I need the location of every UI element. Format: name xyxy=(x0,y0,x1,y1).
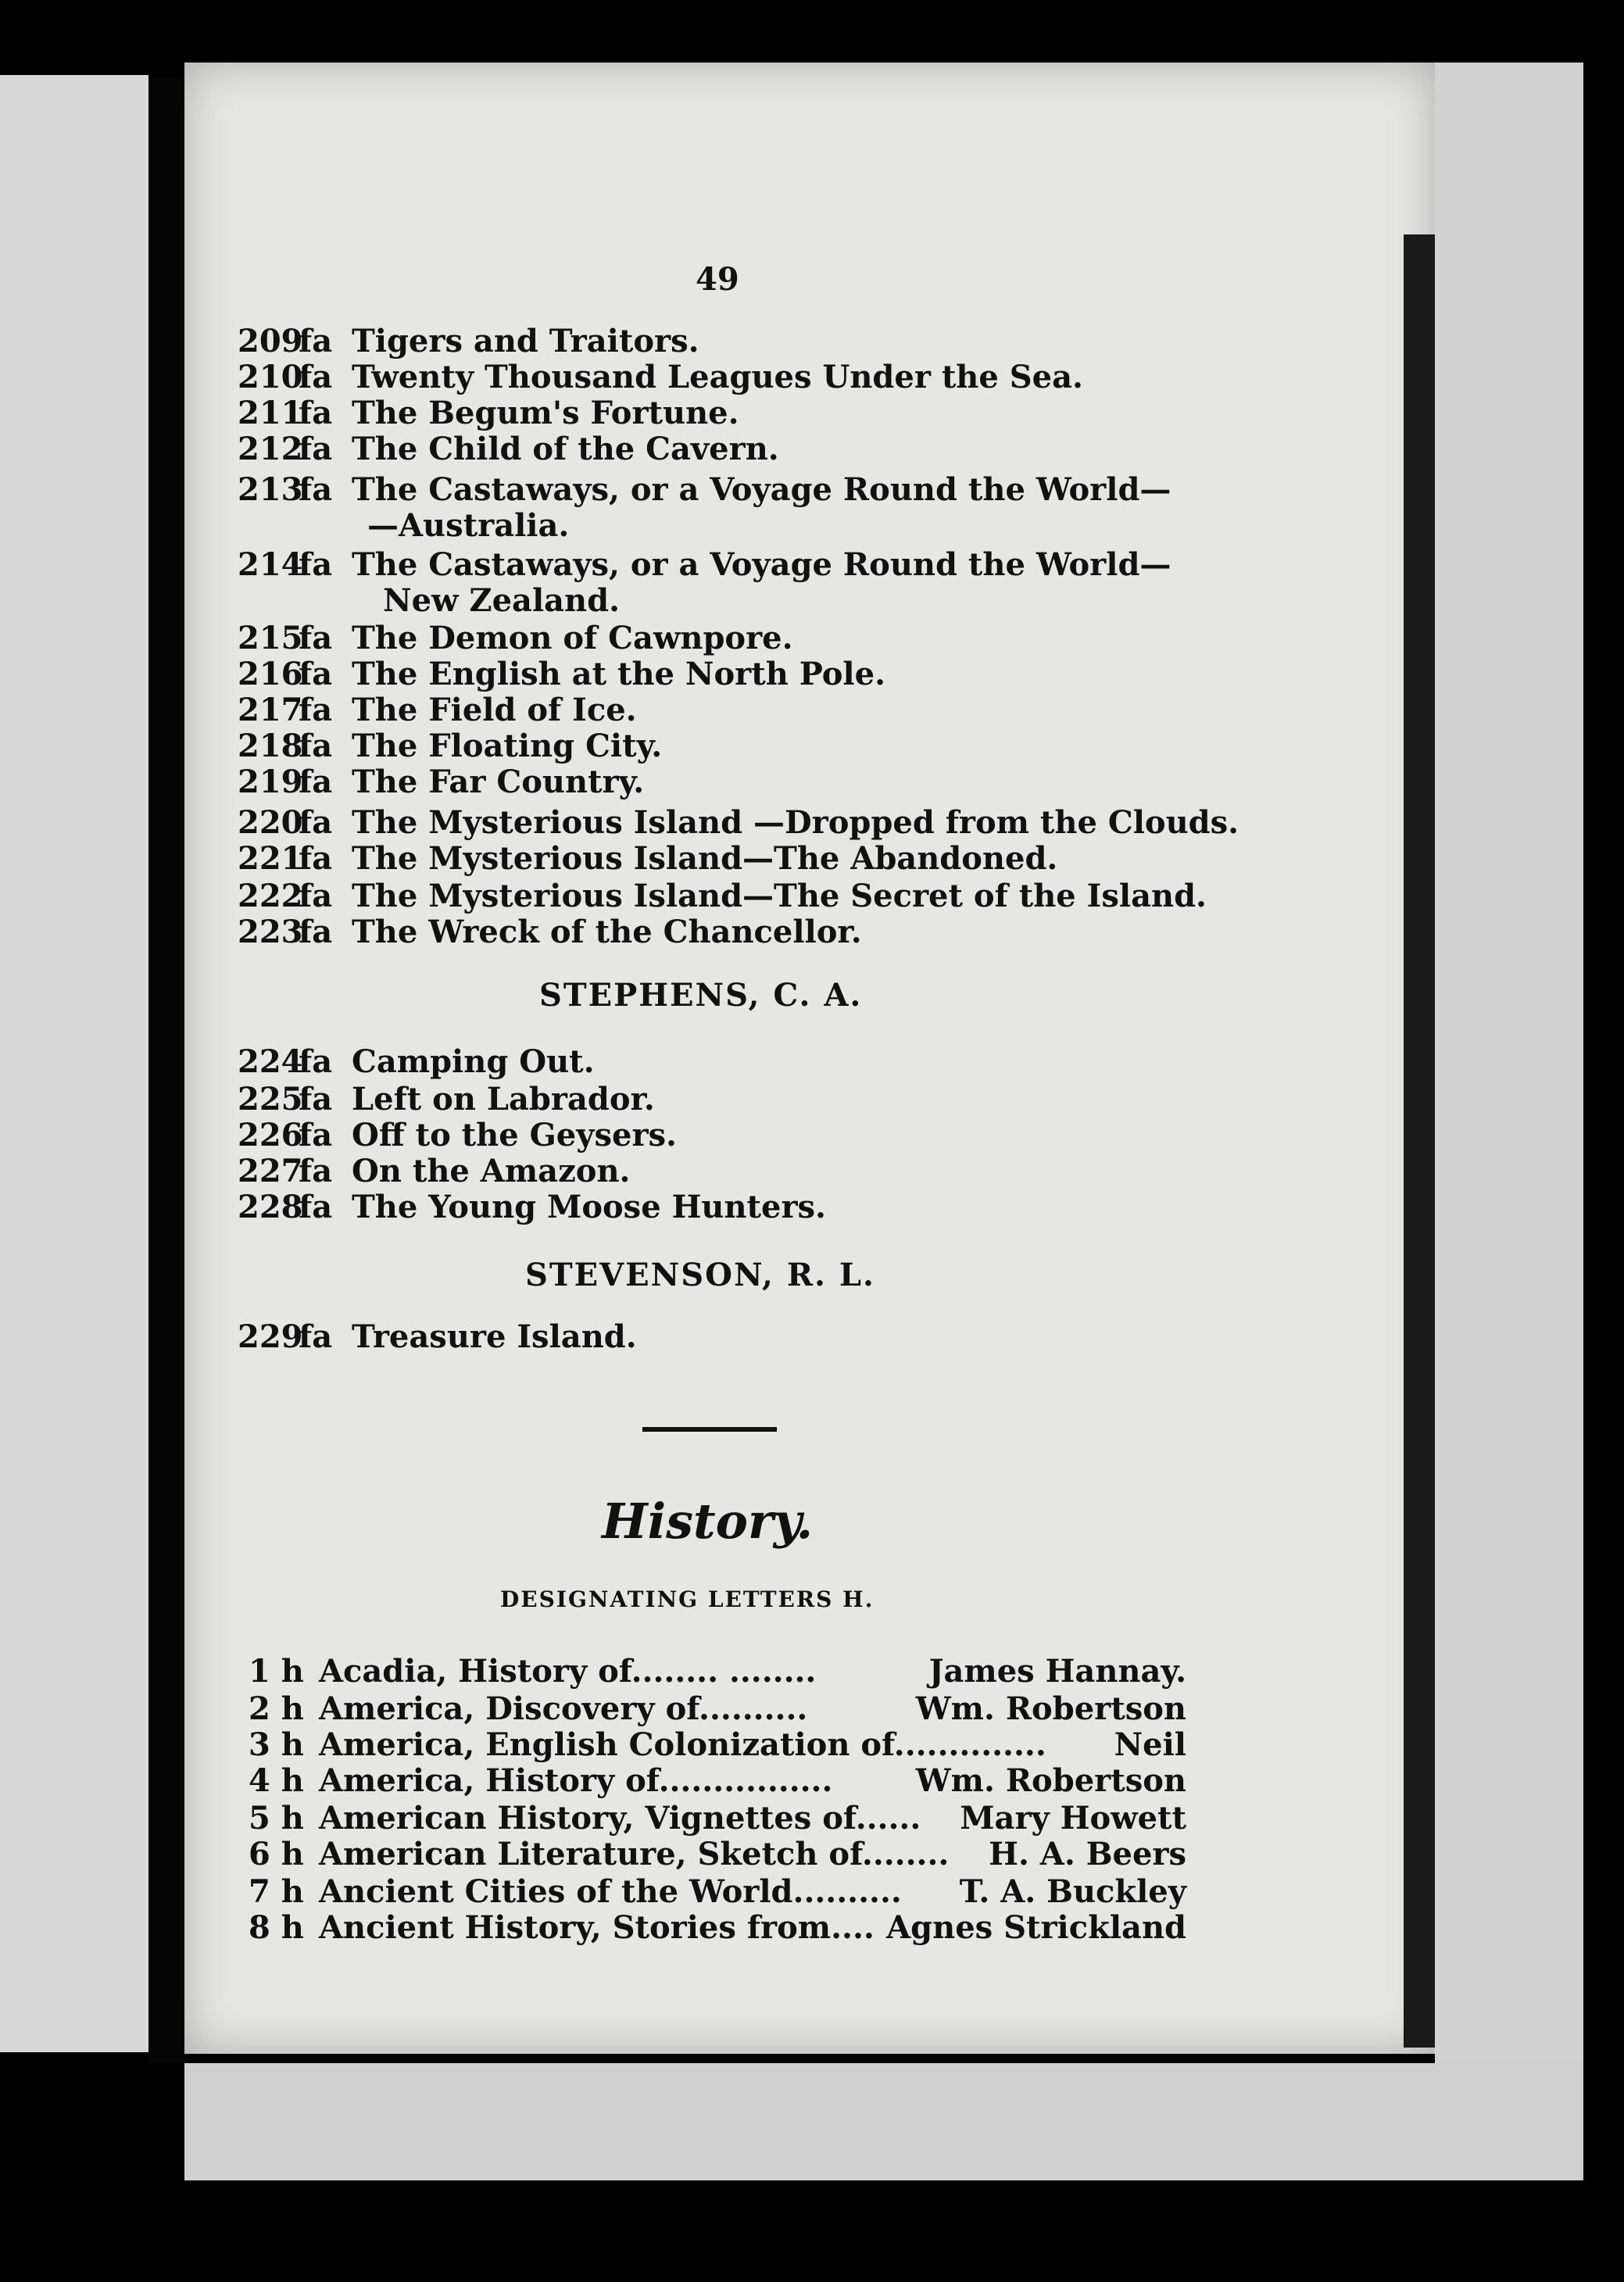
entry-title: The Demon of Cawnpore. xyxy=(352,620,793,656)
entry-code: fa xyxy=(299,1117,333,1154)
section-divider-rule xyxy=(642,1427,777,1432)
entry-author: H. A. Beers xyxy=(989,1836,1186,1872)
entry-number: 220 xyxy=(238,804,303,841)
entry-code: fa xyxy=(299,620,333,656)
entry-number: 8 h xyxy=(249,1909,304,1946)
entry-number: 219 xyxy=(238,764,303,800)
entry-number: 228 xyxy=(238,1189,303,1225)
leader-dots: .......... xyxy=(792,1873,902,1910)
entry-title: The Castaways, or a Voyage Round the World— xyxy=(352,546,1171,583)
designating-letters: DESIGNATING LETTERS H. xyxy=(500,1586,875,1612)
entry-number: 213 xyxy=(238,471,303,508)
entry-title: Treasure Island. xyxy=(352,1318,637,1355)
page-number: 49 xyxy=(696,261,739,298)
entry-title: America, Discovery of.......... xyxy=(319,1690,808,1727)
entry-number: 212 xyxy=(238,431,303,467)
entry-code: fa xyxy=(299,878,333,914)
entry-number: 224 xyxy=(238,1043,303,1080)
entry-title: The Mysterious Island —Dropped from the Clouds. xyxy=(352,804,1239,841)
entry-number: 222 xyxy=(238,878,303,914)
entry-title: Twenty Thousand Leagues Under the Sea. xyxy=(352,359,1083,395)
author-heading-stevenson: STEVENSON, R. L. xyxy=(525,1257,875,1293)
entry-number: 5 h xyxy=(249,1800,304,1837)
entry-code: fa xyxy=(299,323,333,359)
entry-number: 211 xyxy=(238,395,303,431)
entry-title: The Field of Ice. xyxy=(352,692,637,728)
entry-title: The Young Moose Hunters. xyxy=(352,1189,826,1225)
entry-code: fa xyxy=(299,840,333,877)
entry-title: American History, Vignettes of...... xyxy=(319,1800,921,1837)
entry-number: 2 h xyxy=(249,1690,304,1727)
entry-code: fa xyxy=(299,546,333,583)
entry-code: fa xyxy=(299,692,333,728)
entry-code: fa xyxy=(299,656,333,692)
entry-number: 6 h xyxy=(249,1836,304,1872)
entry-author: Wm. Robertson xyxy=(915,1762,1186,1799)
entry-number: 227 xyxy=(238,1153,303,1189)
entry-title: Camping Out. xyxy=(352,1043,595,1080)
leader-dots: ........ xyxy=(861,1836,950,1872)
entry-title: Ancient History, Stories from.... xyxy=(319,1909,875,1946)
entry-code: fa xyxy=(299,804,333,841)
entry-title: American Literature, Sketch of........ xyxy=(319,1836,950,1872)
entry-number: 226 xyxy=(238,1117,303,1154)
entry-title-continuation: —Australia. xyxy=(367,507,570,544)
entry-code: fa xyxy=(299,431,333,467)
entry-title: Off to the Geysers. xyxy=(352,1117,677,1154)
entry-title: America, History of................ xyxy=(319,1762,833,1799)
entry-number: 221 xyxy=(238,840,303,877)
entry-title: Ancient Cities of the World.......... xyxy=(319,1873,902,1910)
entry-title-continuation: New Zealand. xyxy=(383,582,621,619)
leader-dots: .............. xyxy=(893,1726,1046,1763)
entry-title: The Floating City. xyxy=(352,728,663,764)
entry-title: The English at the North Pole. xyxy=(352,656,885,692)
entry-number: 210 xyxy=(238,359,303,395)
entry-title: Tigers and Traitors. xyxy=(352,323,699,359)
author-heading-stephens: STEPHENS, C. A. xyxy=(539,977,863,1014)
entry-number: 229 xyxy=(238,1318,303,1355)
right-margin-strip xyxy=(1435,63,1583,2173)
entry-author: Agnes Strickland xyxy=(886,1909,1186,1946)
entry-author: Neil xyxy=(1114,1726,1186,1763)
entry-author: T. A. Buckley xyxy=(959,1873,1186,1910)
section-title-history: History. xyxy=(602,1493,814,1550)
entry-title: The Child of the Cavern. xyxy=(352,431,779,467)
facing-page-edge xyxy=(0,75,148,2052)
entry-title: Left on Labrador. xyxy=(352,1081,655,1118)
entry-author: Wm. Robertson xyxy=(915,1690,1186,1727)
entry-title: The Far Country. xyxy=(352,764,645,800)
entry-title: The Begum's Fortune. xyxy=(352,395,739,431)
leader-dots: .......... xyxy=(699,1690,808,1727)
entry-code: fa xyxy=(299,764,333,800)
entry-number: 4 h xyxy=(249,1762,304,1799)
entry-title: Acadia, History of........ ........ xyxy=(319,1653,817,1690)
entry-number: 216 xyxy=(238,656,303,692)
entry-code: fa xyxy=(299,1318,333,1355)
entry-code: fa xyxy=(299,1043,333,1080)
entry-code: fa xyxy=(299,728,333,764)
entry-number: 223 xyxy=(238,914,303,950)
entry-code: fa xyxy=(299,359,333,395)
leader-dots: ........ ........ xyxy=(631,1653,817,1690)
entry-code: fa xyxy=(299,1153,333,1189)
entry-number: 1 h xyxy=(249,1653,304,1690)
entry-code: fa xyxy=(299,395,333,431)
leader-dots: ...... xyxy=(855,1800,921,1837)
entry-number: 209 xyxy=(238,323,303,359)
book-gutter xyxy=(148,78,184,2063)
leader-dots: .... xyxy=(831,1909,875,1946)
entry-code: fa xyxy=(299,914,333,950)
entry-number: 3 h xyxy=(249,1726,304,1763)
page-edge-shadow xyxy=(1404,234,1435,2048)
entry-title: The Mysterious Island—The Abandoned. xyxy=(352,840,1058,877)
entry-number: 214 xyxy=(238,546,303,583)
entry-code: fa xyxy=(299,1081,333,1118)
entry-number: 218 xyxy=(238,728,303,764)
entry-title: The Castaways, or a Voyage Round the World— xyxy=(352,471,1171,508)
entry-number: 217 xyxy=(238,692,303,728)
entry-author: Mary Howett xyxy=(960,1800,1186,1837)
entry-title: The Mysterious Island—The Secret of the Island. xyxy=(352,878,1207,914)
entry-code: fa xyxy=(299,1189,333,1225)
entry-number: 225 xyxy=(238,1081,303,1118)
entry-number: 215 xyxy=(238,620,303,656)
entry-title: The Wreck of the Chancellor. xyxy=(352,914,862,950)
leader-dots: ................ xyxy=(658,1762,833,1799)
bottom-margin-strip xyxy=(184,2063,1583,2180)
entry-author: James Hannay. xyxy=(928,1653,1186,1690)
entry-title: America, English Colonization of.............. xyxy=(319,1726,1046,1763)
entry-number: 7 h xyxy=(249,1873,304,1910)
entry-code: fa xyxy=(299,471,333,508)
entry-title: On the Amazon. xyxy=(352,1153,631,1189)
